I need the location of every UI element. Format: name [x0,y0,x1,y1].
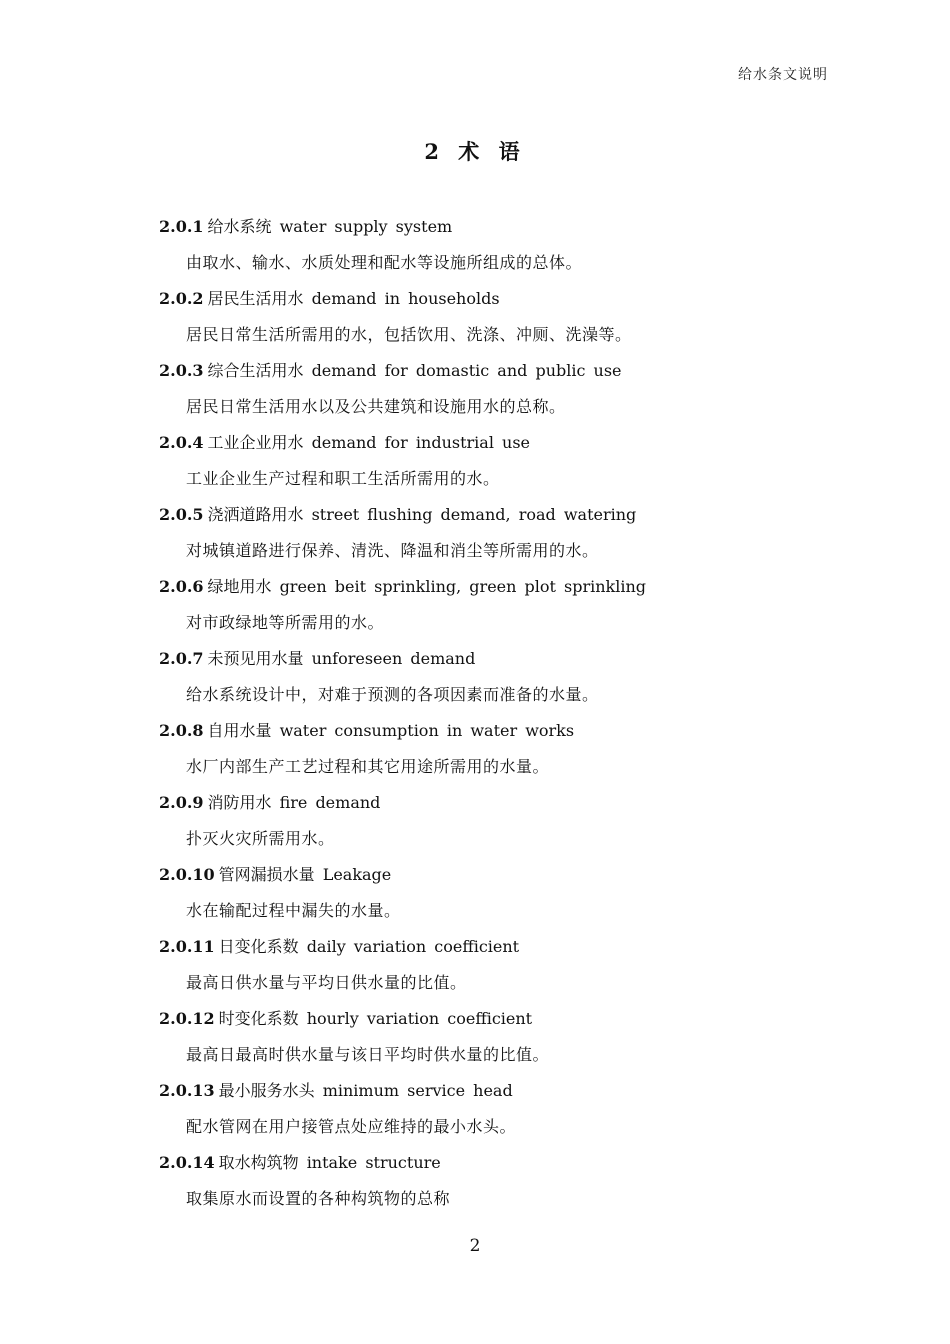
term-entry [159,1146,819,1218]
term-entry [159,498,819,570]
term-chinese-name: 日变化系数 [218,937,299,956]
term-english-name: demand for domastic and public use [311,361,622,380]
term-definition: 给水系统设计中，对难于预测的各项因素而准备的水量。 [186,685,599,704]
term-chinese-name: 最小服务水头 [218,1081,315,1100]
running-header: 给水条文说明 [738,67,828,83]
term-entry [159,426,819,498]
term-number: 2.0.9 [159,793,204,812]
term-entry [159,858,819,930]
term-english-name: demand in households [311,289,500,308]
term-entry [159,210,819,282]
term-english-name: daily variation coefficient [306,937,520,956]
term-definition: 最高日供水量与平均日供水量的比值。 [186,973,467,992]
term-number: 2.0.2 [159,289,204,308]
term-heading [159,1150,441,1176]
term-definition: 由取水、输水、水质处理和配水等设施所组成的总体。 [186,253,583,272]
term-number: 2.0.10 [159,865,215,884]
term-heading [159,646,475,672]
term-entry [159,930,819,1002]
term-definition: 水在输配过程中漏失的水量。 [186,901,401,920]
term-number: 2.0.13 [159,1081,215,1100]
term-heading [159,574,646,600]
term-english-name: hourly variation coefficient [306,1009,533,1028]
term-chinese-name: 居民生活用水 [207,289,304,308]
term-heading [159,214,452,240]
term-definition: 对城镇道路进行保养、清洗、降温和消尘等所需用的水。 [186,541,599,560]
term-number: 2.0.3 [159,361,204,380]
term-heading [159,790,380,816]
term-english-name: Leakage [322,865,392,884]
term-entry [159,1002,819,1074]
term-heading [159,430,530,456]
term-definition: 最高日最高时供水量与该日平均时供水量的比值。 [186,1045,550,1064]
page-number: 2 [469,1236,481,1256]
term-number: 2.0.4 [159,433,204,452]
term-definition: 工业企业生产过程和职工生活所需用的水。 [186,469,500,488]
term-definition: 对市政绿地等所需用的水。 [186,613,385,632]
term-english-name: water consumption in water works [279,721,575,740]
term-heading [159,358,622,384]
term-number: 2.0.7 [159,649,204,668]
term-number: 2.0.8 [159,721,204,740]
term-definition: 居民日常生活所需用的水，包括饮用、洗涤、冲厕、洗澡等。 [186,325,632,344]
term-definition: 取集原水而设置的各种构筑物的总称 [186,1189,451,1208]
term-chinese-name: 时变化系数 [218,1009,299,1028]
term-english-name: unforeseen demand [311,649,476,668]
term-number: 2.0.14 [159,1153,215,1172]
term-definition: 配水管网在用户接管点处应维持的最小水头。 [186,1117,517,1136]
term-chinese-name: 绿地用水 [207,577,272,596]
term-entry [159,642,819,714]
term-number: 2.0.6 [159,577,204,596]
term-entry [159,1074,819,1146]
term-english-name: street flushing demand, road watering [311,505,637,524]
term-definition: 居民日常生活用水以及公共建筑和设施用水的总称。 [186,397,566,416]
term-chinese-name: 工业企业用水 [207,433,304,452]
chapter-title: 2 术 语 [424,139,526,164]
term-chinese-name: 未预见用水量 [207,649,304,668]
term-chinese-name: 取水构筑物 [218,1153,299,1172]
term-entry [159,282,819,354]
term-english-name: demand for industrial use [311,433,531,452]
term-chinese-name: 管网漏损水量 [218,865,315,884]
term-heading [159,934,519,960]
term-number: 2.0.1 [159,217,204,236]
terms-list [159,210,819,1218]
term-definition: 扑灭火灾所需用水。 [186,829,335,848]
term-chinese-name: 综合生活用水 [207,361,304,380]
term-definition: 水厂内部生产工艺过程和其它用途所需用的水量。 [186,757,550,776]
term-heading [159,1006,532,1032]
term-heading [159,718,574,744]
term-chinese-name: 自用水量 [207,721,272,740]
term-english-name: green beit sprinkling, green plot sprinkling [279,577,647,596]
term-chinese-name: 消防用水 [207,793,272,812]
term-heading [159,502,636,528]
term-english-name: fire demand [279,793,381,812]
term-number: 2.0.11 [159,937,215,956]
term-entry [159,570,819,642]
term-heading [159,286,500,312]
term-heading [159,1078,513,1104]
term-entry [159,786,819,858]
term-chinese-name: 浇洒道路用水 [207,505,304,524]
term-english-name: water supply system [279,217,453,236]
term-chinese-name: 给水系统 [207,217,272,236]
term-english-name: minimum service head [322,1081,513,1100]
term-entry [159,354,819,426]
term-entry [159,714,819,786]
term-number: 2.0.5 [159,505,204,524]
term-english-name: intake structure [306,1153,441,1172]
term-heading [159,862,391,888]
term-number: 2.0.12 [159,1009,215,1028]
